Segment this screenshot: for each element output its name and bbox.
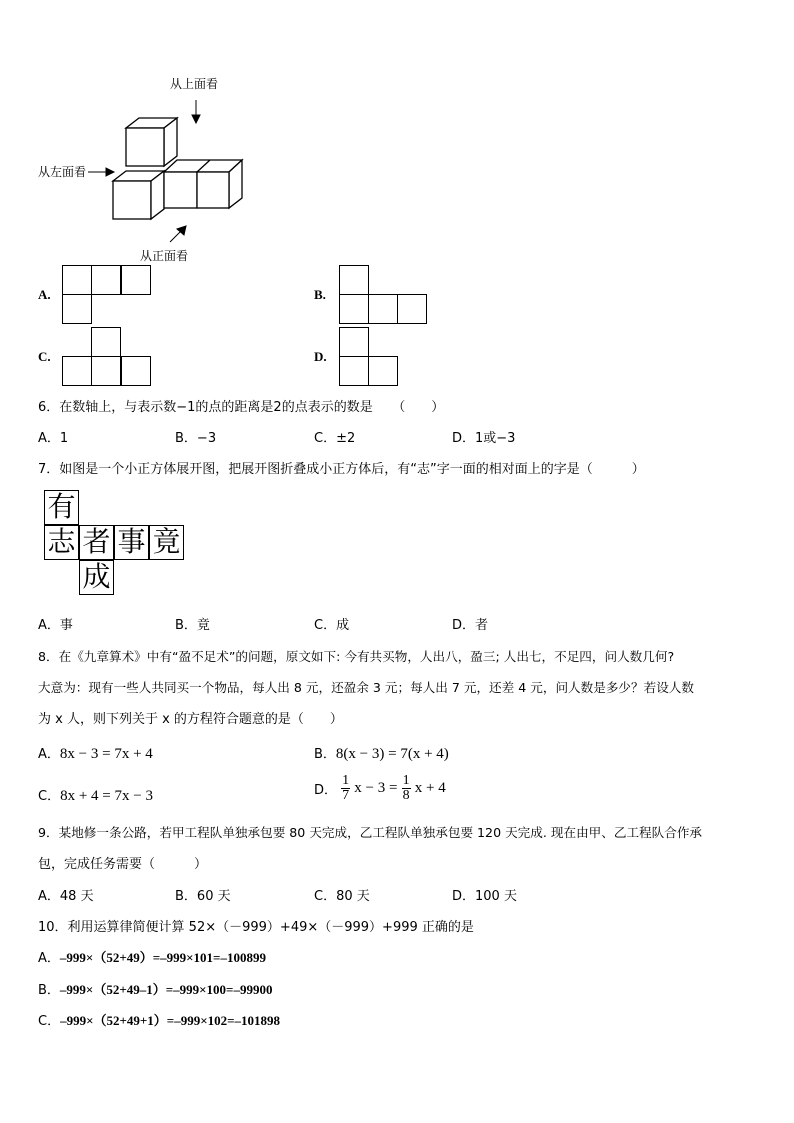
- q8-option-c[interactable]: [38, 785, 153, 805]
- square: [339, 294, 369, 324]
- square: [62, 356, 92, 386]
- option-label: A．: [38, 889, 60, 904]
- q7-option-a[interactable]: [38, 614, 73, 633]
- option-text: 100 天: [475, 889, 517, 904]
- q8-option-a[interactable]: [38, 743, 153, 763]
- option-text: –999×（52+49+1）=–999×102=–101898: [60, 1013, 281, 1028]
- net-face: 者: [79, 525, 114, 560]
- q9-option-a[interactable]: [38, 885, 94, 904]
- option-label: D．: [452, 889, 476, 904]
- square: [397, 294, 427, 324]
- q10-option-b[interactable]: [38, 979, 272, 998]
- left-view-label: 从左面看: [38, 165, 87, 179]
- option-label: B．: [175, 618, 197, 633]
- option-equation-end: x + 4: [414, 780, 446, 796]
- option-label: C．: [314, 618, 337, 633]
- option-label: A．: [38, 618, 60, 633]
- q8-stem-line1: 8．在《九章算术》中有“盈不足术”的问题，原文如下: 今有共买物，人出八，盈三; 人出七，不足四，问人数几何?: [38, 649, 675, 664]
- option-label: D．: [452, 431, 476, 446]
- option-text: 者: [475, 618, 489, 633]
- option-text: –999×（52+49–1）=–999×100=–99900: [59, 982, 273, 997]
- square: [368, 294, 398, 324]
- option-text: –999×（52+49）=–999×101=–100899: [59, 950, 266, 965]
- q8-option-b[interactable]: [314, 743, 449, 763]
- net-face: 有: [44, 490, 79, 525]
- option-label: B．: [175, 889, 197, 904]
- q10-option-a[interactable]: [38, 947, 266, 966]
- square: [368, 356, 398, 386]
- option-label: C．: [38, 1014, 61, 1029]
- option-label: D．: [452, 618, 476, 633]
- q9-option-b[interactable]: [175, 885, 231, 904]
- option-text: −3: [196, 431, 217, 446]
- q6-option-b[interactable]: [175, 427, 216, 446]
- option-text: 60 天: [196, 889, 231, 904]
- fraction-denominator: 7: [342, 788, 350, 803]
- option-label: C．: [38, 789, 61, 804]
- option-text: 事: [59, 618, 73, 633]
- option-equation: 8x + 4 = 7x − 3: [60, 788, 153, 804]
- square: [121, 356, 151, 386]
- option-equation-middle: x − 3 =: [354, 780, 398, 796]
- fraction: [402, 774, 411, 803]
- q9-option-d[interactable]: [452, 885, 517, 904]
- option-text: 1或−3: [475, 431, 516, 446]
- fraction-numerator: 1: [342, 773, 350, 788]
- square: [62, 265, 92, 295]
- q7-option-b[interactable]: [175, 614, 210, 633]
- option-text: 竟: [196, 618, 210, 633]
- option-label: A．: [38, 747, 60, 762]
- top-view-label: 从上面看: [170, 77, 219, 91]
- q6-option-a[interactable]: [38, 427, 68, 446]
- option-label: A．: [38, 431, 60, 446]
- fraction-numerator: 1: [402, 773, 410, 788]
- q8-stem-line2: 大意为：现有一些人共同买一个物品，每人出 8 元，还盈余 3 元；每人出 7 元，还差 4 元，问人数是多少？若设人数: [38, 680, 694, 695]
- option-label: B．: [314, 747, 336, 762]
- fraction-denominator: 8: [402, 788, 410, 803]
- option-label: B．: [175, 431, 197, 446]
- net-face: 事: [114, 525, 149, 560]
- square: [91, 265, 121, 295]
- option-text: ±2: [336, 431, 356, 446]
- net-face: 成: [79, 560, 114, 595]
- option-label: B．: [38, 983, 60, 998]
- option-label: D.: [314, 349, 327, 364]
- q9-stem-line1: 9．某地修一条公路，若甲工程队单独承包要 80 天完成，乙工程队单独承包要 120 天完成. 现在由甲、乙工程队合作承: [38, 825, 703, 840]
- q6-option-c[interactable]: [314, 427, 355, 446]
- q10-stem: 10．利用运算律简便计算 52×（－999）+49×（－999）+999 正确的是: [38, 920, 474, 935]
- q8-stem-line3: 为 x 人，则下列关于 x 的方程符合题意的是（ ）: [38, 712, 343, 727]
- q9-stem-line2: 包，完成任务需要（ ）: [38, 857, 208, 872]
- option-label: A．: [38, 951, 60, 966]
- option-label: B.: [314, 287, 326, 302]
- square: [62, 294, 92, 324]
- q7-option-c[interactable]: [314, 614, 349, 633]
- option-equation: 8(x − 3) = 7(x + 4): [335, 746, 449, 762]
- square: [339, 265, 369, 295]
- q7-stem: 7．如图是一个小正方体展开图，把展开图折叠成小正方体后，有“志”字一面的相对面上的字是（ ）: [38, 462, 645, 477]
- fraction: [341, 774, 350, 803]
- q9-option-c[interactable]: [314, 885, 370, 904]
- square: [121, 265, 151, 295]
- q8-option-d[interactable]: [314, 774, 446, 803]
- front-view-label: 从正面看: [140, 249, 189, 263]
- q6-option-d[interactable]: [452, 427, 515, 446]
- q10-option-c[interactable]: [38, 1010, 280, 1029]
- option-label: C.: [38, 349, 51, 364]
- option-label: C．: [314, 889, 337, 904]
- q6-stem: 6．在数轴上，与表示数−1的点的距离是2的点表示的数是 （ ）: [38, 400, 445, 415]
- q7-option-d[interactable]: [452, 614, 488, 633]
- square: [91, 356, 121, 386]
- net-face: 志: [44, 525, 79, 560]
- option-text: 成: [336, 618, 350, 633]
- option-label: C．: [314, 431, 337, 446]
- square: [91, 327, 121, 357]
- option-label: A.: [38, 287, 51, 302]
- square: [339, 327, 369, 357]
- option-label: D．: [314, 783, 338, 798]
- option-equation: 8x − 3 = 7x + 4: [59, 746, 153, 762]
- option-text: 80 天: [336, 889, 370, 904]
- option-text: 1: [59, 431, 69, 446]
- net-face: 竟: [149, 525, 184, 560]
- square: [339, 356, 369, 386]
- option-text: 48 天: [59, 889, 94, 904]
